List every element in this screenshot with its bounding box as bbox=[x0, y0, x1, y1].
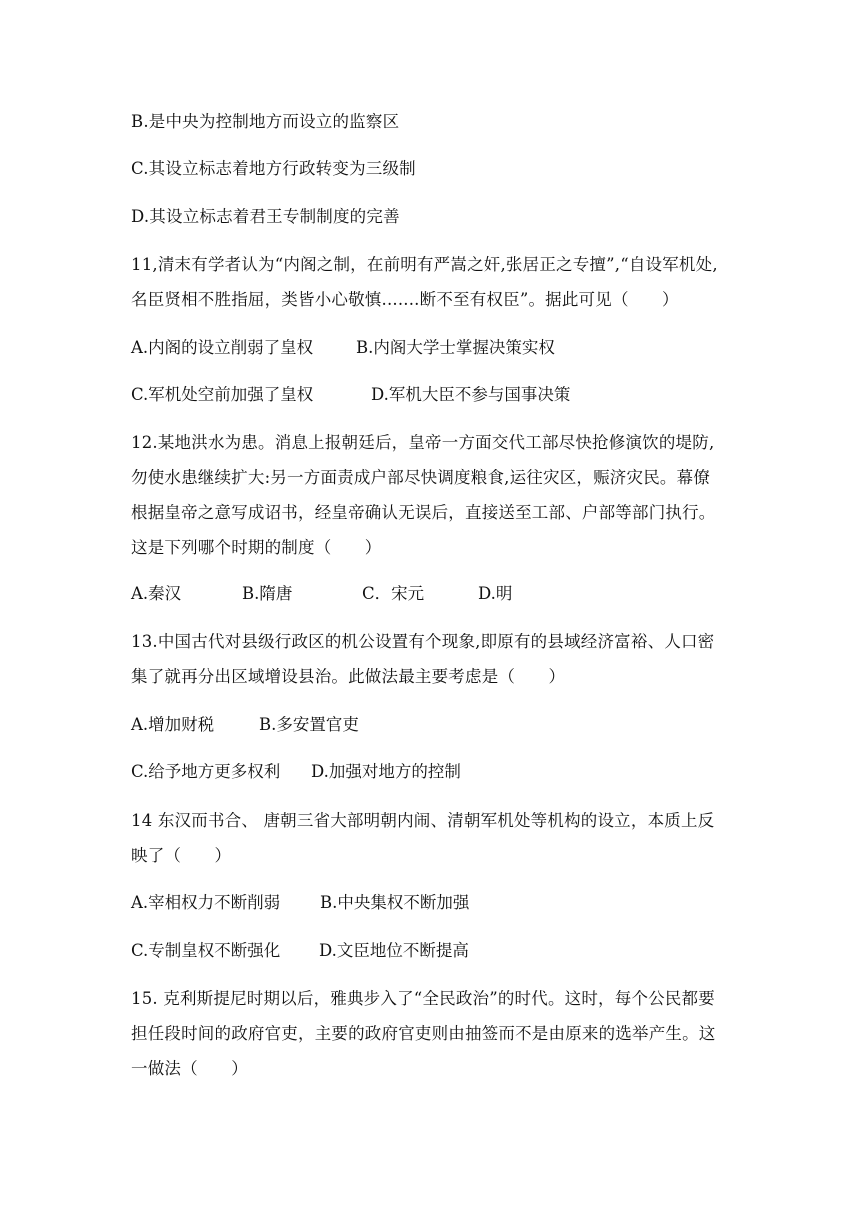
q12-stem-line-4: 这是下列哪个时期的制度（ ） bbox=[131, 538, 382, 557]
q11-option-b: B.内阁大学士掌握决策实权 bbox=[356, 338, 555, 357]
q14-option-a: A.宰相权力不断削弱 bbox=[131, 893, 281, 912]
q13-option-b: B.多安置官吏 bbox=[259, 715, 359, 734]
q15-stem-line-1: 15. 克利斯提尼时期以后，雅典步入了“全民政治”的时代。这时，每个公民都要 bbox=[131, 989, 715, 1008]
q10-option-b: B.是中央为控制地方而设立的监察区 bbox=[131, 112, 400, 131]
q11-option-c: C.军机处空前加强了皇权 bbox=[131, 385, 314, 404]
q15-stem-line-3: 一做法（ ） bbox=[131, 1059, 248, 1078]
q13-option-a: A.增加财税 bbox=[131, 715, 215, 734]
q13-option-d: D.加强对地方的控制 bbox=[311, 762, 461, 781]
q12-stem-line-1: 12.某地洪水为患。消息上报朝廷后，皇帝一方面交代工部尽快抢修演饮的堤防, bbox=[131, 433, 715, 452]
q10-option-c: C.其设立标志着地方行政转变为三级制 bbox=[131, 159, 416, 178]
q13-stem-line-2: 集了就再分出区域增设县治。此做法最主要考虑是（ ） bbox=[131, 667, 566, 686]
q11-option-d: D.军机大臣不参与国事决策 bbox=[371, 385, 571, 404]
q12-option-c: C．宋元 bbox=[362, 584, 425, 603]
q11-option-a: A.内阁的设立削弱了皇权 bbox=[131, 338, 314, 357]
q13-stem-line-1: 13.中国古代对县级行政区的机公设置有个现象,即原有的县域经济富裕、人口密 bbox=[131, 632, 715, 651]
q14-option-d: D.文臣地位不断提高 bbox=[319, 941, 469, 960]
q14-stem-line-1: 14 东汉而书合、 唐朝三省大部明朝内闹、清朝军机处等机构的设立，本质上反 bbox=[131, 811, 715, 830]
q14-stem-line-2: 映了（ ） bbox=[131, 846, 232, 865]
q11-stem-line-2: 名臣贤相不胜指屈，类皆小心敬慎.......断不至有权臣”。据此可见（ ） bbox=[131, 290, 679, 309]
q11-stem-line-1: 11,清末有学者认为“内阁之制，在前明有严嵩之奸,张居正之专擅”,“自设军机处, bbox=[131, 255, 718, 274]
q13-option-c: C.给予地方更多权利 bbox=[131, 762, 281, 781]
q12-stem-line-3: 根据皇帝之意写成诏书，经皇帝确认无误后，直接送至工部、户部等部门执行。 bbox=[131, 503, 716, 522]
q14-option-b: B.中央集权不断加强 bbox=[320, 893, 470, 912]
q12-stem-line-2: 勿使水患继续扩大:另一方面责成户部尽快调度粮食,运往灾区，赈济灾民。幕僚 bbox=[131, 468, 711, 487]
q12-option-b: B.隋唐 bbox=[242, 584, 293, 603]
q15-stem-line-2: 担任段时间的政府官吏，主要的政府官吏则由抽签而不是由原来的选举产生。这 bbox=[131, 1024, 716, 1043]
q14-option-c: C.专制皇权不断强化 bbox=[131, 941, 281, 960]
q12-option-a: A.秦汉 bbox=[131, 584, 182, 603]
q12-option-d: D.明 bbox=[478, 584, 513, 603]
q10-option-d: D.其设立标志着君王专制制度的完善 bbox=[131, 207, 400, 226]
